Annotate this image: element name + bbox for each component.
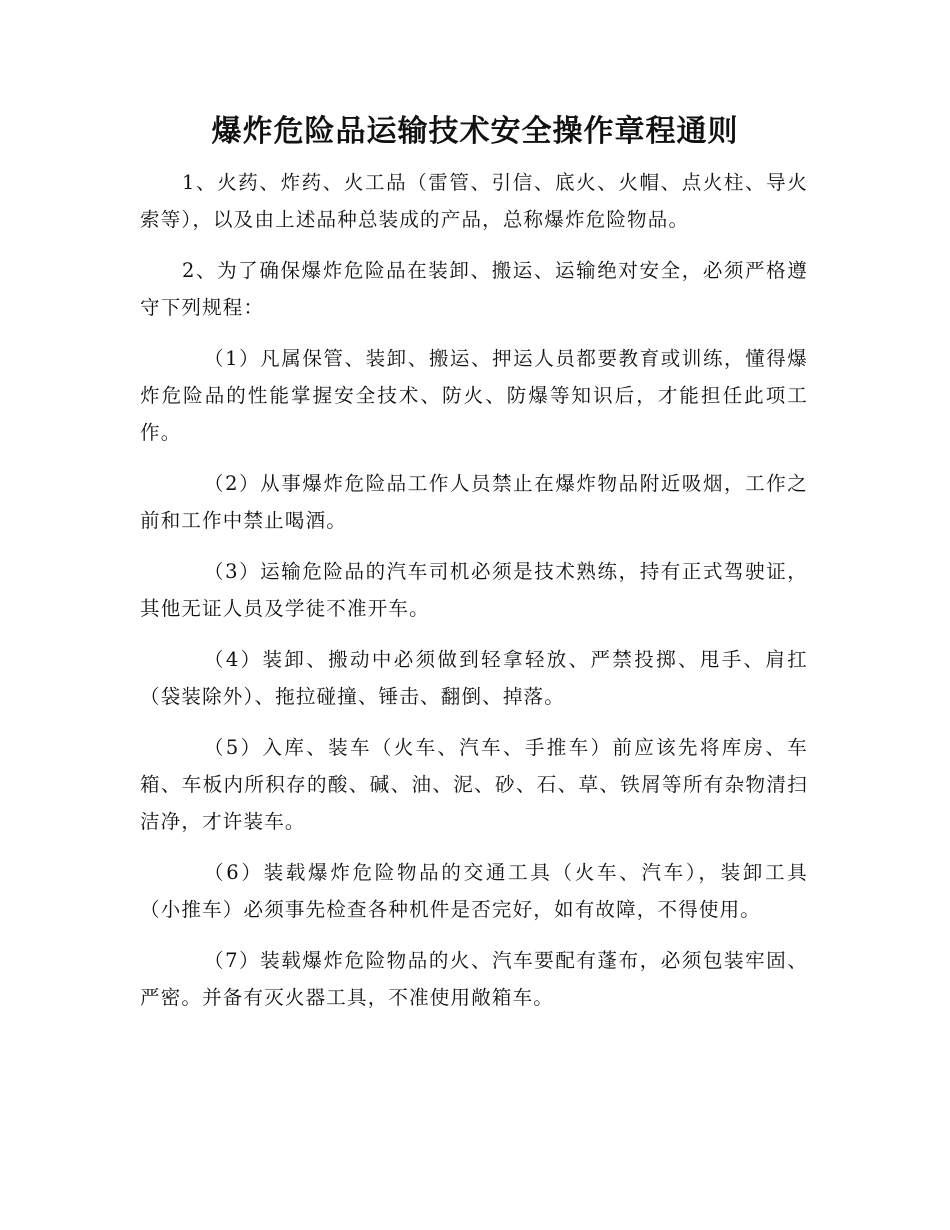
rule-item-5: （5）入库、装车（火车、汽车、手推车）前应该先将库房、车箱、车板内所积存的酸、碱、油、泥、砂、石、草、铁屑等所有杂物清扫洁净，才许装车。 (140, 736, 808, 833)
document-title: 爆炸危险品运输技术安全操作章程通则 (211, 114, 739, 149)
paragraph-2: 2、为了确保爆炸危险品在装卸、搬运、运输绝对安全，必须严格遵守下列规程： (140, 259, 808, 319)
document-body (140, 164, 808, 1030)
rule-item-7: （7）装载爆炸危险物品的火、汽车要配有蓬布，必须包装牢固、严密。并备有灭火器工具，不准使用敞箱车。 (140, 949, 808, 1009)
rule-item-1: （1）凡属保管、装卸、搬运、押运人员都要教育或训练，懂得爆炸危险品的性能掌握安全技术、防火、防爆等知识后，才能担任此项工作。 (140, 347, 808, 444)
rule-item-3: （3）运输危险品的汽车司机必须是技术熟练，持有正式驾驶证，其他无证人员及学徒不准开车。 (140, 560, 808, 620)
rule-item-2: （2）从事爆炸危险品工作人员禁止在爆炸物品附近吸烟，工作之前和工作中禁止喝酒。 (140, 472, 808, 532)
rule-item-4: （4）装卸、搬动中必须做到轻拿轻放、严禁投掷、甩手、肩扛（袋装除外）、拖拉碰撞、锤击、翻倒、掉落。 (140, 648, 808, 708)
rule-item-6: （6）装载爆炸危险物品的交通工具（火车、汽车），装卸工具（小推车）必须事先检查各种机件是否完好，如有故障，不得使用。 (140, 861, 808, 921)
paragraph-1: 1、火药、炸药、火工品（雷管、引信、底火、火帽、点火柱、导火索等），以及由上述品种总装成的产品，总称爆炸危险物品。 (140, 171, 808, 231)
